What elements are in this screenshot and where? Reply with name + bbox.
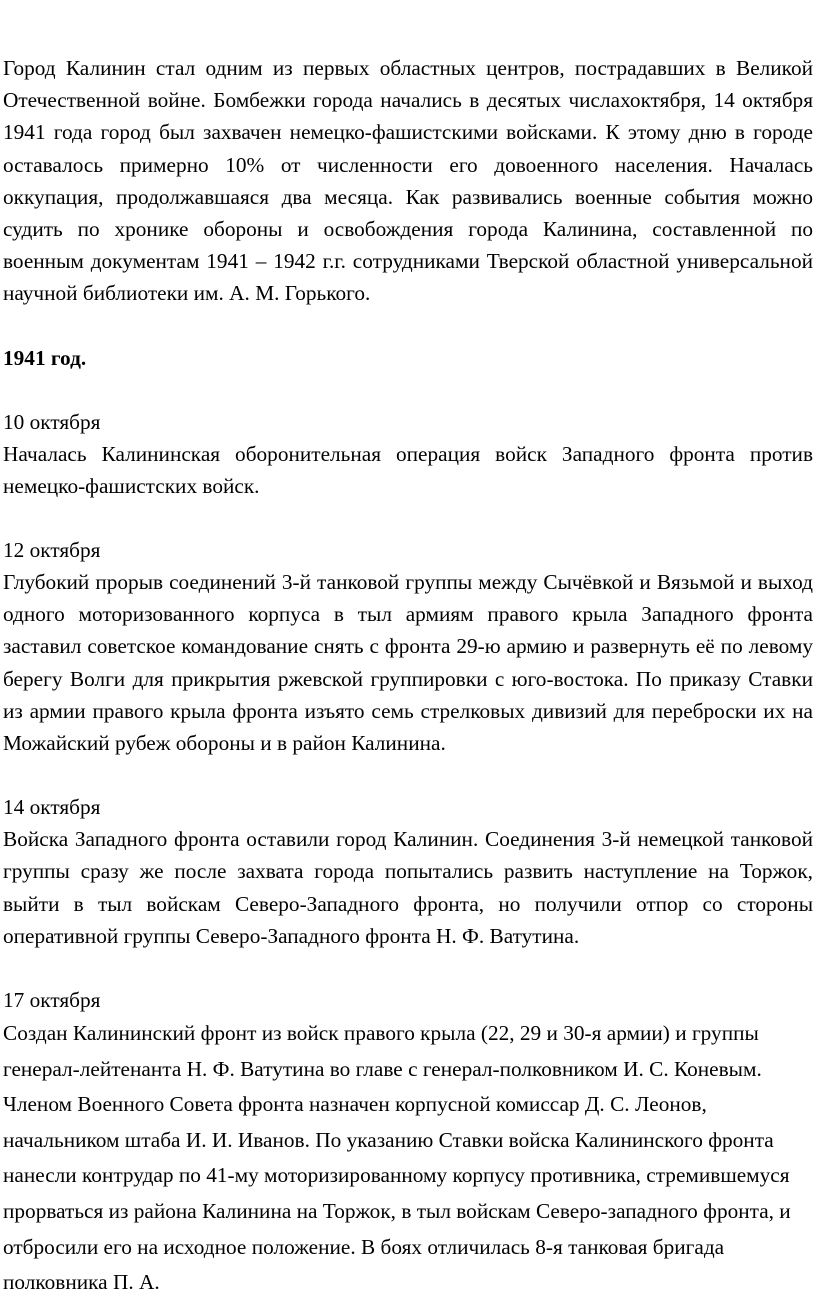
entry-text: Создан Калининский фронт из войск правого крыла (22, 29 и 30-я армии) и группы генерал-лейтенанта Н. Ф. Ватутина во главе с генерал-полковником И. С. Коневым. Членом Военного Совета фронта назначен корпусной комиссар Д. С. Леонов, начальником штаба И. И. Иванов. По указанию Ставки войска Калининского фронта нанесли контрудар по 41-му моторизированному корпусу противника, стремившемуся прорваться из района Калинина на Торжок, в тыл войскам Северо-западного фронта, и отбросили его на исходное положение. В боях отличилась 8-я танковая бригада полковника П. А. — [3, 1021, 791, 1295]
entry-date: 14 октября — [3, 795, 101, 820]
intro-paragraph: Город Калинин стал одним из первых областных центров, пострадавших в Великой Отечественной войне. Бомбежки города начались в десятых числахоктября, 14 октября 1941 года город был захвачен немецко-фашистскими войсками. К этому дню в городе оставалось примерно 10% от численности его довоенного населения. Началась оккупация, продолжавшаяся два месяца. Как развивались военные события можно судить по хронике обороны и освобождения города Калинина, составленной по военным документам 1941 – 1942 г.г. сотрудниками Тверской областной универсальной научной библиотеки им. А. М. Горького. — [3, 56, 813, 306]
entry-text: Началась Калининская оборонительная операция войск Западного фронта против немецко-фашистских войск. — [3, 441, 813, 498]
chronicle-entry-oct-17 — [3, 984, 813, 1301]
entry-text: Глубокий прорыв соединений 3-й танковой группы между Сычёвкой и Вязьмой и выход одного моторизованного корпуса в тыл армиям правого крыла Западного фронта заставил советское командование снять с фронта 29-ю армию и развернуть её по левому берегу Волги для прикрытия ржевской группировки с юго-востока. По приказу Ставки из армии правого крыла фронта изъято семь стрелковых дивизий для переброски их на Можайский рубеж обороны и в район Калинина. — [3, 570, 813, 756]
entry-date: 10 октября — [3, 409, 101, 434]
chronicle-entry-oct-12 — [3, 534, 813, 759]
entry-text: Войска Западного фронта оставили город Калинин. Соединения 3-й немецкой танковой группы сразу же после захвата города попытались развить наступление на Торжок, выйти в тыл войскам Северо-Западного фронта, но получили отпор со стороны оперативной группы Северо-Западного фронта Н. Ф. Ватутина. — [3, 827, 813, 948]
year-heading: 1941 год. — [3, 345, 87, 370]
entry-date: 12 октября — [3, 538, 101, 563]
chronicle-entry-oct-14 — [3, 791, 813, 952]
entry-date: 17 октября — [3, 988, 101, 1013]
chronicle-entry-oct-10 — [3, 406, 813, 502]
